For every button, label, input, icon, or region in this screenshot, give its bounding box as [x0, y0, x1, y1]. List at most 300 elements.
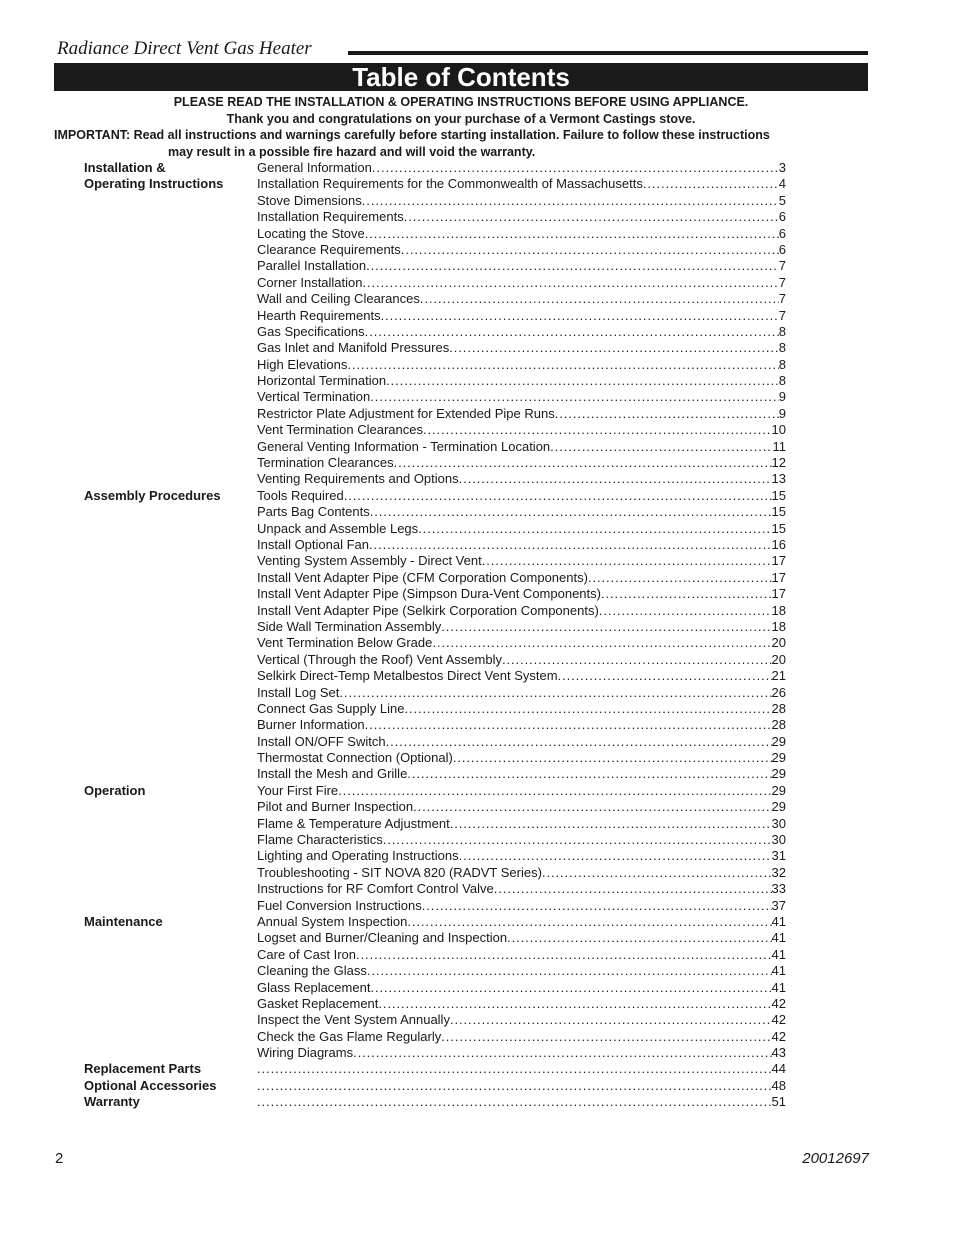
title-bar	[54, 63, 868, 91]
toc-entry-title: Vertical Termination	[257, 389, 371, 405]
toc-row	[84, 324, 786, 340]
toc-dot-leader	[344, 488, 772, 504]
toc-entry[interactable]	[257, 324, 786, 340]
toc-dot-leader	[450, 1012, 772, 1028]
toc-row	[84, 406, 786, 422]
toc-page-number: 29	[771, 766, 786, 782]
toc-dot-leader	[413, 799, 771, 815]
toc-page-number: 9	[778, 389, 786, 405]
toc-entry[interactable]	[257, 685, 786, 701]
toc-entry[interactable]	[257, 832, 786, 848]
toc-dot-leader	[383, 832, 772, 848]
toc-dot-leader	[370, 389, 779, 405]
toc-page-number: 18	[771, 602, 786, 618]
toc-entry-title: High Elevations	[257, 356, 348, 372]
toc-entry[interactable]	[257, 291, 786, 307]
toc-row	[84, 734, 786, 750]
toc-row	[84, 996, 786, 1012]
toc-entry-title: Termination Clearances	[257, 455, 394, 471]
toc-dot-leader	[401, 242, 779, 258]
toc-dot-leader	[418, 521, 771, 537]
toc-dot-leader	[423, 422, 772, 438]
toc-entry-title: Clearance Requirements	[257, 241, 401, 257]
toc-row	[84, 668, 786, 684]
toc-row	[84, 340, 786, 356]
toc-entry-title: Annual System Inspection	[257, 913, 408, 929]
toc-entry-title: Your First Fire	[257, 782, 339, 798]
toc-entry-title: Unpack and Assemble Legs	[257, 520, 419, 536]
toc-entry[interactable]	[257, 422, 786, 438]
toc-row	[84, 537, 786, 553]
toc-entry-title: Install Vent Adapter Pipe (CFM Corporation Components)	[257, 569, 588, 585]
toc-dot-leader	[588, 570, 772, 586]
toc-dot-leader	[369, 537, 772, 553]
toc-row	[84, 226, 786, 242]
toc-row	[84, 603, 786, 619]
toc-dot-leader	[558, 668, 772, 684]
toc-page-number: 42	[771, 1028, 786, 1044]
toc-dot-leader	[353, 1045, 771, 1061]
toc-row	[84, 799, 786, 815]
toc-row	[84, 980, 786, 996]
toc-entry-title: Logset and Burner/Cleaning and Inspection	[257, 930, 508, 946]
toc-section-label: Maintenance	[84, 913, 163, 929]
toc-page-number: 8	[778, 356, 786, 372]
toc-page-number: 13	[771, 471, 786, 487]
toc-entry[interactable]	[257, 570, 786, 586]
toc-row	[84, 1078, 786, 1094]
toc-page-number: 28	[771, 717, 786, 733]
toc-page-number: 6	[778, 241, 786, 257]
toc-page-number: 3	[778, 160, 786, 175]
toc-page-number: 4	[778, 176, 786, 192]
toc-page-number: 17	[771, 569, 786, 585]
toc-entry[interactable]	[257, 930, 786, 946]
toc-entry-title: Hearth Requirements	[257, 307, 381, 323]
page-title: Table of Contents	[352, 62, 570, 92]
toc-entry[interactable]	[257, 1029, 786, 1045]
toc-row	[84, 832, 786, 848]
toc-row	[84, 291, 786, 307]
toc-row	[84, 652, 786, 668]
toc-entry-title: Install Vent Adapter Pipe (Selkirk Corporation Components)	[257, 602, 599, 618]
toc-entry[interactable]	[257, 258, 786, 274]
toc-entry-title: Check the Gas Flame Regularly	[257, 1028, 442, 1044]
toc-entry-title: Installation Requirements	[257, 209, 404, 225]
toc-section-label: Operating Instructions	[84, 176, 224, 192]
toc-entry-title: Burner Information	[257, 717, 365, 733]
toc-entry-title: Flame Characteristics	[257, 832, 383, 848]
toc-page-number: 16	[771, 536, 786, 552]
toc-page-number: 15	[771, 487, 786, 503]
toc-entry[interactable]	[257, 389, 786, 405]
toc-row	[84, 471, 786, 487]
toc-page-number: 29	[771, 782, 786, 798]
toc-page-number: 41	[771, 963, 786, 979]
toc-row	[84, 455, 786, 471]
toc-entry-title: Parallel Installation	[257, 258, 367, 274]
toc-page-number: 43	[771, 1045, 786, 1061]
toc-entry[interactable]	[257, 635, 786, 651]
toc-entry[interactable]	[257, 471, 786, 487]
toc-row	[84, 504, 786, 520]
toc-entry[interactable]	[257, 504, 786, 520]
toc-entry[interactable]	[257, 963, 786, 979]
toc-entry[interactable]	[257, 193, 786, 209]
toc-page-number: 42	[771, 995, 786, 1011]
toc-dot-leader	[494, 881, 772, 897]
toc-entry[interactable]	[257, 947, 786, 963]
toc-dot-leader	[257, 1094, 772, 1110]
toc-page-number: 30	[771, 832, 786, 848]
toc-page-number: 41	[771, 930, 786, 946]
toc-page-number: 41	[771, 913, 786, 929]
toc-row	[84, 193, 786, 209]
toc-page-number: 12	[771, 455, 786, 471]
toc-entry[interactable]	[257, 898, 786, 914]
toc-page-number: 7	[778, 307, 786, 323]
footer-document-code: 20012697	[802, 1150, 869, 1167]
toc-entry[interactable]	[257, 242, 786, 258]
toc-row	[84, 783, 786, 799]
toc-dot-leader	[363, 275, 779, 291]
toc-dot-leader	[338, 783, 771, 799]
toc-dot-leader	[441, 1029, 771, 1045]
toc-dot-leader	[601, 586, 772, 602]
toc-entry-title: Inspect the Vent System Annually	[257, 1012, 450, 1028]
toc-entry-title: Installation Requirements for the Commonwealth of Massachusetts	[257, 176, 643, 192]
toc-dot-leader	[407, 914, 771, 930]
toc-dot-leader	[381, 308, 779, 324]
toc-entry[interactable]	[257, 783, 786, 799]
toc-row	[84, 258, 786, 274]
toc-dot-leader	[372, 160, 779, 176]
toc-row	[84, 1061, 786, 1077]
toc-row	[84, 422, 786, 438]
toc-dot-leader	[347, 357, 778, 373]
toc-entry-title: Lighting and Operating Instructions	[257, 848, 459, 864]
toc-page-number: 5	[778, 192, 786, 208]
toc-entry[interactable]	[257, 848, 786, 864]
toc-row	[84, 373, 786, 389]
toc-entry[interactable]	[257, 980, 786, 996]
toc-entry[interactable]	[257, 717, 786, 733]
toc-entry-title: Wiring Diagrams	[257, 1045, 354, 1061]
toc-entry[interactable]	[257, 275, 786, 291]
toc-entry-title: Tools Required	[257, 487, 344, 503]
toc-entry-title: Side Wall Termination Assembly	[257, 618, 442, 634]
toc-page-number: 33	[771, 881, 786, 897]
toc-dot-leader	[356, 947, 772, 963]
manual-header-title: Radiance Direct Vent Gas Heater	[57, 38, 312, 59]
toc-dot-leader	[450, 816, 772, 832]
toc-section-label: Operation	[84, 782, 146, 798]
toc-entry-title: Parts Bag Contents	[257, 504, 370, 520]
toc-row	[84, 701, 786, 717]
toc-entry[interactable]	[257, 668, 786, 684]
toc-entry[interactable]	[257, 308, 786, 324]
toc-section-label: Installation &	[84, 160, 166, 175]
toc-row	[84, 750, 786, 766]
toc-row	[84, 389, 786, 405]
toc-entry[interactable]	[257, 865, 786, 881]
toc-page-number: 51	[771, 1094, 786, 1110]
toc-dot-leader	[420, 291, 779, 307]
toc-row	[84, 553, 786, 569]
toc-row	[84, 685, 786, 701]
toc-page-number: 17	[771, 553, 786, 569]
toc-entry[interactable]	[257, 521, 786, 537]
toc-entry-title: General Information	[257, 160, 372, 175]
toc-entry-title: Flame & Temperature Adjustment	[257, 815, 450, 831]
toc-entry[interactable]	[257, 226, 786, 242]
toc-row	[84, 308, 786, 324]
toc-page-number: 8	[778, 340, 786, 356]
toc-entry-title: Gasket Replacement	[257, 995, 379, 1011]
toc-dot-leader	[449, 340, 779, 356]
toc-entry-title: Pilot and Burner Inspection	[257, 799, 414, 815]
toc-entry[interactable]	[257, 209, 786, 225]
toc-dot-leader	[502, 652, 772, 668]
toc-dot-leader	[339, 685, 771, 701]
toc-page-number: 11	[772, 438, 786, 454]
toc-entry-title: Selkirk Direct-Temp Metalbestos Direct Vent System	[257, 668, 558, 684]
toc-page-number: 44	[771, 1061, 786, 1077]
important-warning	[54, 127, 868, 160]
toc-dot-leader	[370, 980, 771, 996]
toc-page-number: 15	[771, 504, 786, 520]
toc-entry-title: Wall and Ceiling Clearances	[257, 291, 420, 307]
toc-page-number: 28	[771, 700, 786, 716]
header-rule	[348, 51, 868, 55]
toc-entry-title: Install Optional Fan	[257, 536, 370, 552]
important-warning-line-2: may result in a possible fire hazard and will void the warranty.	[168, 144, 536, 159]
toc-dot-leader	[459, 848, 772, 864]
toc-dot-leader	[365, 717, 772, 733]
toc-page-number: 6	[778, 225, 786, 241]
toc-entry-title: Install ON/OFF Switch	[257, 733, 386, 749]
toc-dot-leader	[404, 701, 771, 717]
toc-dot-leader	[404, 209, 779, 225]
toc-page-number: 7	[778, 258, 786, 274]
toc-section-label: Replacement Parts	[84, 1061, 202, 1077]
toc-entry-title: Cleaning the Glass	[257, 963, 367, 979]
toc-page-number: 17	[771, 586, 786, 602]
toc-dot-leader	[394, 455, 772, 471]
toc-page-number: 48	[771, 1077, 786, 1093]
toc-row	[84, 848, 786, 864]
toc-page-number: 18	[771, 618, 786, 634]
toc-row	[84, 1045, 786, 1061]
toc-row	[84, 586, 786, 602]
toc-page-number: 32	[771, 864, 786, 880]
toc-entry[interactable]	[257, 750, 786, 766]
toc-dot-leader	[365, 226, 779, 242]
toc-entry[interactable]	[257, 439, 786, 455]
toc-entry-title: Thermostat Connection (Optional)	[257, 750, 453, 766]
toc-entry-title: General Venting Information - Termination Location	[257, 438, 551, 454]
toc-entry[interactable]	[257, 1012, 786, 1028]
toc-entry[interactable]	[257, 914, 786, 930]
toc-dot-leader	[643, 176, 779, 192]
toc-entry[interactable]	[257, 1061, 786, 1077]
toc-entry-title: Vent Termination Clearances	[257, 422, 423, 438]
toc-entry-title: Install Log Set	[257, 684, 340, 700]
toc-dot-leader	[482, 553, 772, 569]
toc-entry[interactable]	[257, 734, 786, 750]
toc-entry-title: Connect Gas Supply Line	[257, 700, 405, 716]
toc-page-number: 15	[771, 520, 786, 536]
toc-row	[84, 209, 786, 225]
toc-row	[84, 176, 786, 192]
toc-entry-title: Instructions for RF Comfort Control Valve	[257, 881, 494, 897]
toc-entry[interactable]	[257, 799, 786, 815]
toc-page-number: 41	[771, 979, 786, 995]
toc-dot-leader	[386, 734, 772, 750]
toc-page-number: 9	[778, 405, 786, 421]
toc-page-number: 10	[771, 422, 786, 438]
toc-entry[interactable]	[257, 766, 786, 782]
toc-dot-leader	[257, 1078, 772, 1094]
toc-dot-leader	[542, 865, 772, 881]
toc-dot-leader	[441, 619, 771, 635]
toc-dot-leader	[365, 324, 779, 340]
toc-entry-title: Fuel Conversion Instructions	[257, 897, 422, 913]
footer-page-number: 2	[55, 1150, 64, 1167]
toc-entry[interactable]	[257, 881, 786, 897]
toc-page-number: 8	[778, 373, 786, 389]
toc-dot-leader	[550, 439, 772, 455]
toc-entry[interactable]	[257, 488, 786, 504]
toc-row	[84, 766, 786, 782]
toc-entry-title: Vent Termination Below Grade	[257, 635, 433, 651]
toc-entry-title: Stove Dimensions	[257, 192, 362, 208]
toc-dot-leader	[378, 996, 771, 1012]
toc-entry[interactable]	[257, 1078, 786, 1094]
toc-row	[84, 1094, 786, 1110]
toc-entry-title: Venting System Assembly - Direct Vent	[257, 553, 482, 569]
toc-page-number: 7	[778, 274, 786, 290]
toc-entry-title: Gas Specifications	[257, 323, 365, 339]
intro-read-instructions: PLEASE READ THE INSTALLATION & OPERATING INSTRUCTIONS BEFORE USING APPLIANCE.	[173, 95, 749, 109]
toc-entry-title: Troubleshooting - SIT NOVA 820 (RADVT Series)	[257, 864, 542, 880]
toc-entry[interactable]	[257, 586, 786, 602]
toc-entry-title: Gas Inlet and Manifold Pressures	[257, 340, 450, 356]
toc-page-number: 20	[771, 635, 786, 651]
toc-entry[interactable]	[257, 406, 786, 422]
toc-entry[interactable]	[257, 357, 786, 373]
toc-row	[84, 865, 786, 881]
toc-page-number: 6	[778, 209, 786, 225]
toc-entry[interactable]	[257, 176, 786, 192]
toc-row	[84, 275, 786, 291]
toc-entry[interactable]	[257, 160, 786, 176]
toc-page-number: 8	[778, 323, 786, 339]
toc-dot-leader	[453, 750, 772, 766]
toc-dot-leader	[370, 504, 772, 520]
toc-row	[84, 488, 786, 504]
toc-entry[interactable]	[257, 455, 786, 471]
toc-page-number: 20	[771, 651, 786, 667]
toc-page-number: 31	[771, 848, 786, 864]
toc-entry[interactable]	[257, 1094, 786, 1110]
toc-dot-leader	[432, 635, 771, 651]
toc-entry[interactable]	[257, 553, 786, 569]
toc-entry[interactable]	[257, 603, 786, 619]
intro-notice	[54, 94, 868, 160]
toc-dot-leader	[366, 258, 779, 274]
toc-section-label: Warranty	[84, 1094, 140, 1110]
toc-entry-title: Locating the Stove	[257, 225, 365, 241]
toc-row	[84, 947, 786, 963]
toc-dot-leader	[459, 471, 772, 487]
toc-entry[interactable]	[257, 652, 786, 668]
toc-entry-title: Restrictor Plate Adjustment for Extended Pipe Runs	[257, 405, 555, 421]
toc-entry-title: Install Vent Adapter Pipe (Simpson Dura-Vent Components)	[257, 586, 601, 602]
toc-row	[84, 242, 786, 258]
toc-entry[interactable]	[257, 996, 786, 1012]
toc-page-number: 29	[771, 799, 786, 815]
toc-section-label: Optional Accessories	[84, 1077, 217, 1093]
toc-dot-leader	[386, 373, 779, 389]
toc-page-number: 41	[771, 946, 786, 962]
toc-entry[interactable]	[257, 1045, 786, 1061]
toc-page-number: 29	[771, 733, 786, 749]
toc-row	[84, 439, 786, 455]
toc-row	[84, 357, 786, 373]
toc-page-number: 21	[771, 668, 786, 684]
toc-entry[interactable]	[257, 340, 786, 356]
toc-entry[interactable]	[257, 701, 786, 717]
toc-entry-title: Care of Cast Iron	[257, 946, 356, 962]
toc-section-label: Assembly Procedures	[84, 487, 221, 503]
toc-page-number: 30	[771, 815, 786, 831]
toc-row	[84, 635, 786, 651]
toc-page-number: 26	[771, 684, 786, 700]
toc-row	[84, 1029, 786, 1045]
toc-dot-leader	[555, 406, 779, 422]
toc-dot-leader	[367, 963, 772, 979]
toc-dot-leader	[407, 766, 771, 782]
toc-row	[84, 1012, 786, 1028]
toc-row	[84, 160, 786, 176]
toc-entry-title: Vertical (Through the Roof) Vent Assembly	[257, 651, 502, 667]
toc-page-number: 37	[771, 897, 786, 913]
toc-row	[84, 816, 786, 832]
intro-thank-you: Thank you and congratulations on your purchase of a Vermont Castings stove.	[226, 111, 696, 126]
toc-dot-leader	[599, 603, 772, 619]
toc-row	[84, 930, 786, 946]
important-warning-line-1: IMPORTANT: Read all instructions and warnings carefully before starting installation. Failure to follow these instructions	[54, 128, 770, 142]
toc-entry[interactable]	[257, 619, 786, 635]
toc-dot-leader	[362, 193, 779, 209]
toc-row	[84, 570, 786, 586]
toc-entry[interactable]	[257, 373, 786, 389]
toc-row	[84, 521, 786, 537]
table-of-contents	[84, 160, 786, 1111]
toc-entry[interactable]	[257, 816, 786, 832]
toc-row	[84, 619, 786, 635]
toc-entry-title: Venting Requirements and Options	[257, 471, 459, 487]
toc-page-number: 29	[771, 750, 786, 766]
toc-dot-leader	[422, 898, 772, 914]
toc-dot-leader	[257, 1061, 772, 1077]
toc-entry-title: Horizontal Termination	[257, 373, 387, 389]
toc-entry[interactable]	[257, 537, 786, 553]
toc-row	[84, 914, 786, 930]
toc-row	[84, 963, 786, 979]
toc-page-number: 7	[778, 291, 786, 307]
